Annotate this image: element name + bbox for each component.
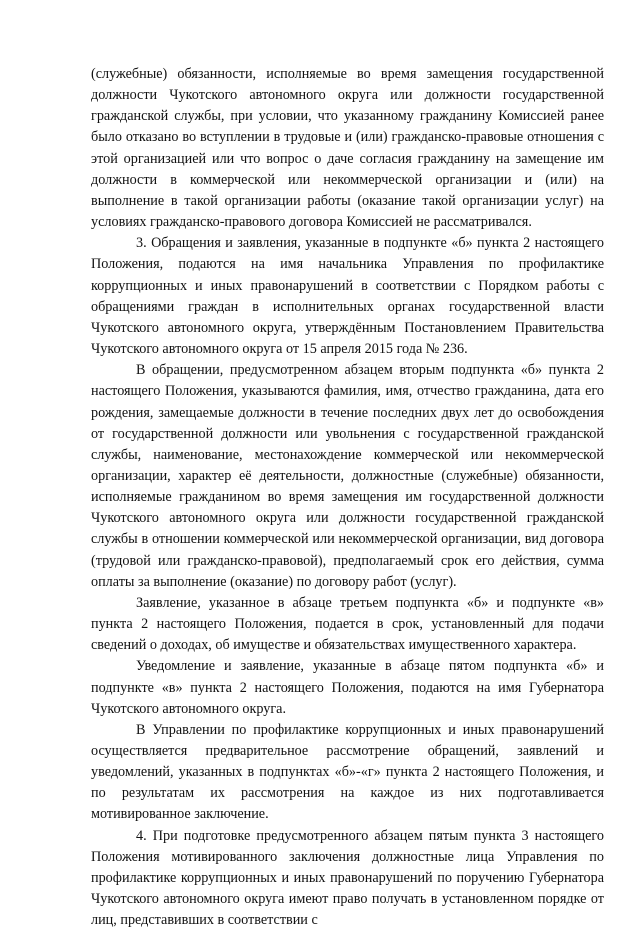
paragraph-appeal-contents: В обращении, предусмотренном абзацем вторым подпункта «б» пункта 2 настоящего Положения, указываются фамилия, имя, отчество гражданина, дата его рождения, замещаемые должности в течение последних двух лет до освобождения от государственной должности или увольнения с государственной гражданской службы, наименование, местонахождение коммерческой или некоммерческой организации, характер её деятельности, должностные (служебные) обязанности, исполняемые гражданином во время замещения им государственной должности Чукотского автономного округа или должности государственной гражданской службы в отношении коммерческой или некоммерческой организации, вид договора (трудовой или гражданско-правовой), предполагаемый срок его действия, сумма оплаты за выполнение (оказание) по договору работ (услуг). [91,362,604,590]
paragraph-notification-addressee: Уведомление и заявление, указанные в абзаце пятом подпункта «б» и подпункте «в» пункта 2 настоящего Положения, подаются на имя Губернатора Чукотского автономного округа. [91,658,604,717]
paragraph-item-4: 4. При подготовке предусмотренного абзацем пятым пункта 3 настоящего Положения мотивированного заключения должностные лица Управления по профилактике коррупционных и иных правонарушений по поручению Губернатора Чукотского автономного округа имеют право получать в установленном порядке от лиц, представивших в соответствии с [91,827,604,929]
document-body [91,64,604,931]
paragraph-statement-deadline: Заявление, указанное в абзаце третьем подпункта «б» и подпункте «в» пункта 2 настоящего Положения, подается в срок, установленный для подачи сведений о доходах, об имуществе и обязательствах имущественного характера. [91,594,604,654]
paragraph-continuation: (служебные) обязанности, исполняемые во время замещения государственной должности Чукотского автономного округа или должности государственной гражданской службы, при условии, что указанному гражданину Комиссией ранее было отказано во вступлении в трудовые и (или) гражданско-правовые отношения с этой организацией или что вопрос о даче согласия гражданину на замещение им должности в коммерческой или некоммерческой организации и (или) на выполнение в такой организации работы (оказание такой организации услуг) на условиях гражданско-правового договора Комиссией не рассматривался. [91,66,604,231]
paragraph-preliminary-review: В Управлении по профилактике коррупционных и иных правонарушений осуществляется предварительное рассмотрение обращений, заявлений и уведомлений, указанных в подпунктах «б»-«г» пункта 2 настоящего Положения, и по результатам их рассмотрения на каждое из них подготавливается мотивированное заключение. [91,721,604,823]
paragraph-item-3: 3. Обращения и заявления, указанные в подпункте «б» пункта 2 настоящего Положения, подаются на имя начальника Управления по профилактике коррупционных и иных правонарушений в соответствии с Порядком работы с обращениями граждан в исполнительных органах государственной власти Чукотского автономного округа, утверждённым Постановлением Правительства Чукотского автономного округа от 15 апреля 2015 года № 236. [91,235,604,358]
